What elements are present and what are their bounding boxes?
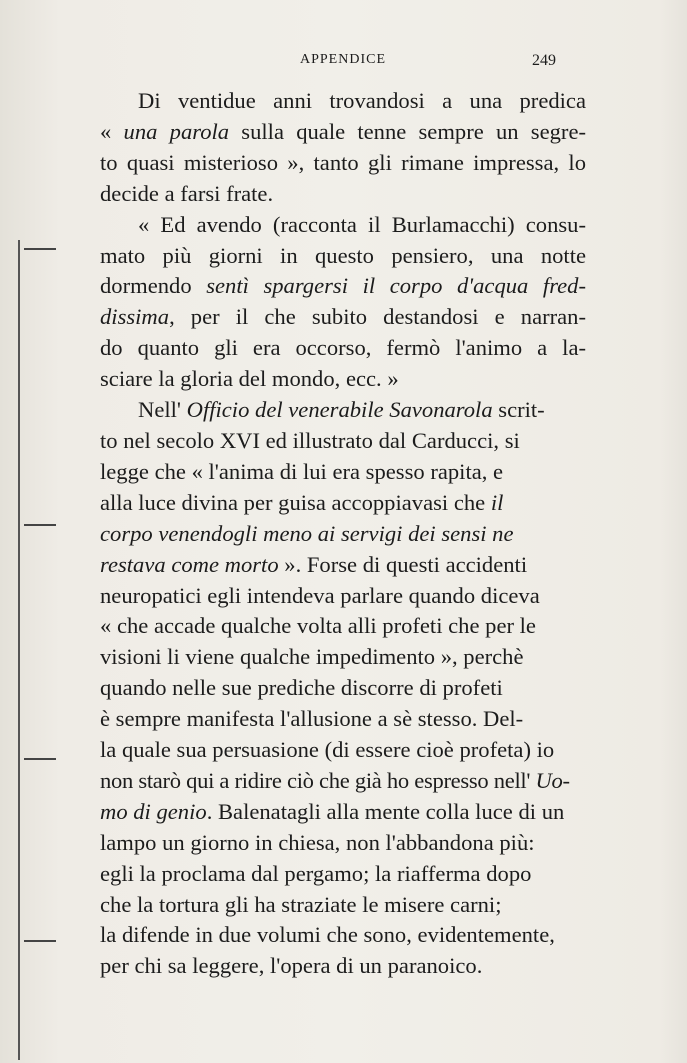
text-line: restava come morto ». Forse di questi accidenti bbox=[100, 551, 528, 577]
italic-phrase: una parola bbox=[123, 118, 230, 144]
text-line: dissima, per il che subito destandosi e narran- bbox=[100, 304, 586, 330]
text-line: neuropatici egli intendeva parlare quando diceva bbox=[100, 582, 540, 608]
text-line: è sempre manifesta l'allusione a sè stesso. Del- bbox=[100, 706, 524, 732]
binding-thread bbox=[18, 240, 24, 1060]
text-line: legge che « l'anima di lui era spesso rapita, e bbox=[100, 458, 504, 484]
text-line: to nel secolo XVI ed illustrato dal Carducci, si bbox=[100, 427, 520, 453]
text-line: mo di genio. Balenatagli alla mente colla luce di un bbox=[100, 798, 565, 824]
text-line: Di ventidue anni trovandosi a una predica bbox=[138, 88, 586, 113]
binding-tick bbox=[24, 758, 56, 760]
italic-phrase: Uo- bbox=[535, 767, 570, 793]
text-line: quando nelle sue prediche discorre di profeti bbox=[100, 675, 503, 701]
page-header bbox=[0, 52, 687, 76]
text-line: non starò qui a ridire ciò che già ho espresso nell' Uo- bbox=[100, 767, 570, 793]
text-line: do quanto gli era occorso, fermò l'animo a la- bbox=[100, 335, 586, 361]
italic-phrase: il bbox=[490, 489, 504, 515]
text-line: mato più giorni in questo pensiero, una notte bbox=[100, 242, 586, 268]
text-line: che la tortura gli ha straziate le misere carni; bbox=[100, 891, 502, 917]
paragraph-1 bbox=[100, 86, 586, 210]
text-line: alla luce divina per guisa accoppiavasi che il bbox=[100, 489, 504, 515]
text-line: egli la proclama dal pergamo; la riafferma dopo bbox=[100, 860, 532, 886]
paragraph-3 bbox=[100, 395, 586, 982]
paragraph-2 bbox=[100, 210, 586, 395]
italic-phrase: sentì spargersi il corpo d'acqua fred- bbox=[206, 273, 586, 299]
binding-tick bbox=[24, 940, 56, 942]
text-line: la quale sua persuasione (di essere cioè profeta) io bbox=[100, 737, 555, 763]
text-line: visioni li viene qualche impedimento », perchè bbox=[100, 644, 524, 670]
italic-phrase: Officio del venerabile Savonarola bbox=[186, 397, 493, 423]
text-line: « Ed avendo (racconta il Burlamacchi) consu- bbox=[138, 211, 586, 237]
text-line: dormendo sentì spargersi il corpo d'acqua fred- bbox=[100, 273, 586, 299]
text-line: « una parola sulla quale tenne sempre un segre- bbox=[100, 118, 586, 144]
text-line: to quasi misterioso », tanto gli rimane impressa, lo bbox=[100, 149, 586, 175]
binding-tick bbox=[24, 248, 56, 250]
page-number: 249 bbox=[532, 52, 556, 69]
italic-phrase: dissima bbox=[100, 304, 170, 330]
text-line: corpo venendogli meno ai servigi dei sensi ne bbox=[100, 520, 514, 546]
text-line: sciare la gloria del mondo, ecc. » bbox=[100, 366, 399, 392]
text-line: decide a farsi frate. bbox=[100, 180, 274, 206]
text-line: per chi sa leggere, l'opera di un paranoico. bbox=[100, 953, 483, 979]
italic-phrase: restava come morto bbox=[100, 551, 279, 577]
binding-tick bbox=[24, 524, 56, 526]
text-line: Nell' Officio del venerabile Savonarola scrit- bbox=[138, 397, 545, 423]
body-text bbox=[100, 86, 586, 982]
running-title: APPENDICE bbox=[300, 52, 387, 67]
text-line: lampo un giorno in chiesa, non l'abbandona più: bbox=[100, 829, 535, 855]
text-line: « che accade qualche volta alli profeti che per le bbox=[100, 613, 536, 639]
text-line: la difende in due volumi che sono, evidentemente, bbox=[100, 922, 555, 948]
italic-phrase: mo di genio bbox=[100, 798, 207, 824]
